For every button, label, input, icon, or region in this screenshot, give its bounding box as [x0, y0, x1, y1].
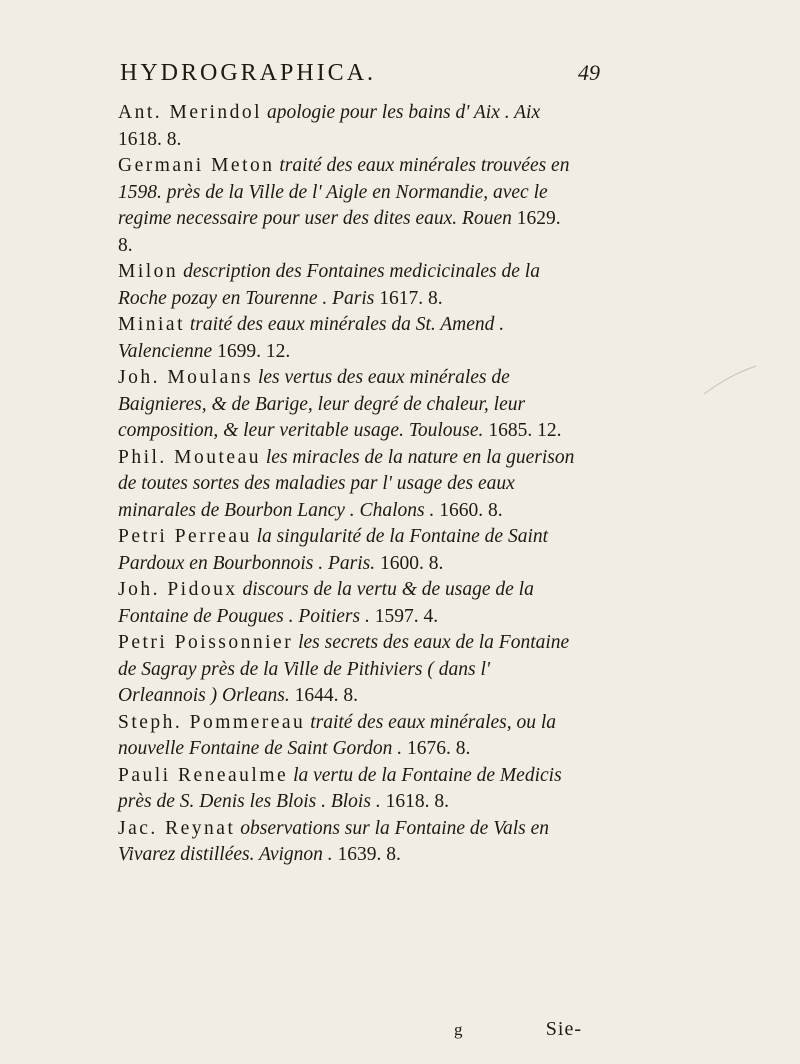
- signature-mark: g: [454, 1020, 463, 1039]
- entry-title: traité des eaux minérales, ou la nouvelle Fontaine de Saint Gordon .: [118, 711, 557, 759]
- entry-author: Miniat: [118, 314, 185, 335]
- bibliography-entry: [118, 445, 578, 525]
- entry-title: traité des eaux minérales da St. Amend . Valencienne: [118, 314, 505, 362]
- entry-title: observations sur la Fontaine de Vals en Vivarez distillées. Avignon .: [118, 817, 549, 865]
- entry-author: Pauli Reneaulme: [118, 764, 289, 786]
- entry-imprint: 1597. 4.: [374, 605, 439, 627]
- running-title: HYDROGRAPHICA.: [120, 60, 377, 86]
- entry-author: Germani Meton: [118, 155, 275, 176]
- entry-author: Steph. Pommereau: [118, 711, 306, 733]
- page-header: [120, 60, 600, 87]
- bibliography-entry: [118, 100, 578, 153]
- bibliography-entry: [118, 763, 578, 816]
- entry-title: la vertu de la Fontaine de Medicis près de S. Denis les Blois . Blois .: [118, 764, 562, 812]
- entry-author: Joh. Pidoux: [118, 579, 238, 600]
- paper-crease-mark: [700, 360, 760, 400]
- entry-author: Joh. Moulans: [118, 367, 254, 388]
- bibliography-entry: [118, 524, 578, 577]
- entry-imprint: 1618. 8.: [385, 791, 449, 812]
- entry-imprint: 1617. 8.: [379, 287, 443, 309]
- entry-title: traité des eaux minérales trouvées en 1598. près de la Ville de l' Aigle en Normandie, avec le regime necessaire pour user des dites eaux. Rouen: [118, 155, 570, 229]
- entry-author: Petri Poissonnier: [118, 632, 294, 653]
- entry-author: Phil. Mouteau: [118, 446, 261, 468]
- bibliography-entry: [118, 710, 578, 763]
- entry-imprint: 1676. 8.: [407, 738, 471, 759]
- entry-imprint: 1618. 8.: [118, 128, 182, 150]
- entry-imprint: 1629. 8.: [118, 208, 561, 256]
- page-number: 49: [578, 60, 600, 85]
- bibliography-entry: [118, 577, 578, 630]
- entry-title: la singularité de la Fontaine de Saint Pardoux en Bourbonnois . Paris.: [118, 526, 549, 574]
- entry-author: Jac. Reynat: [118, 817, 236, 839]
- entry-author: Milon: [118, 261, 179, 282]
- entry-title: description des Fontaines medicicinales de la Roche pozay en Tourenne . Paris: [118, 261, 540, 309]
- entry-title: les vertus des eaux minérales de Baignieres, & de Barige, leur degré de chaleur, leur composition, & leur veritable usage. Toulouse.: [118, 367, 526, 441]
- entry-title: discours de la vertu & de usage de la Fontaine de Pougues . Poitiers .: [118, 579, 534, 627]
- entry-author: Petri Perreau: [118, 526, 252, 547]
- bibliography-entry: [118, 312, 578, 365]
- entry-imprint: 1644. 8.: [294, 685, 358, 706]
- entry-imprint: 1660. 8.: [439, 499, 503, 521]
- entry-title: les miracles de la nature en la guerison de toutes sortes des maladies par l' usage des eaux minarales de Bourbon Lancy . Chalons .: [118, 446, 575, 521]
- bibliography-entry: [118, 630, 578, 710]
- bibliography-entry: [118, 365, 578, 445]
- bibliography-entry: [118, 816, 578, 869]
- bibliography-entry: [118, 259, 578, 312]
- bibliography-entry: [118, 153, 578, 259]
- entry-author: Ant. Merindol: [118, 102, 263, 123]
- entry-imprint: 1685. 12.: [488, 420, 562, 441]
- entry-title: apologie pour les bains d' Aix . Aix: [266, 102, 541, 123]
- bibliography-list: [118, 100, 578, 869]
- entry-imprint: 1600. 8.: [379, 552, 444, 574]
- catchword: Sie-: [545, 1018, 582, 1040]
- entry-title: les secrets des eaux de la Fontaine de Sagray près de la Ville de Pithiviers ( dans l' Orleannois ) Orleans.: [118, 632, 570, 706]
- entry-imprint: 1699. 12.: [217, 340, 291, 362]
- entry-imprint: 1639. 8.: [337, 844, 401, 865]
